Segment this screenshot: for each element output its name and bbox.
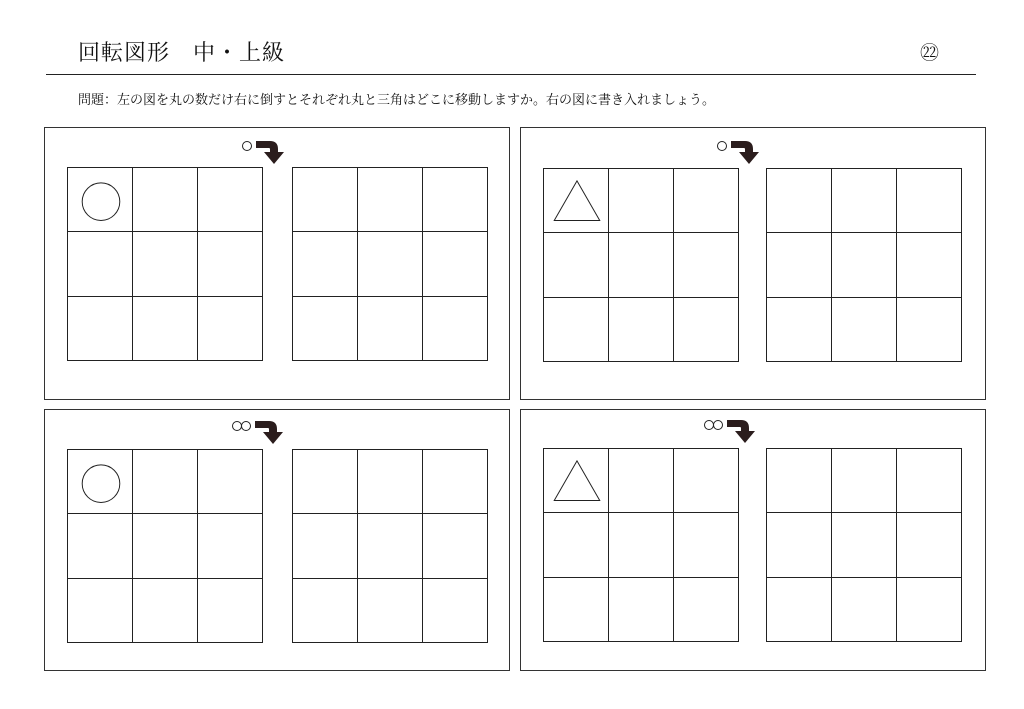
grid-cell[interactable] <box>293 579 358 643</box>
grid-cell[interactable] <box>293 297 358 361</box>
grid-cell[interactable] <box>767 513 832 577</box>
grid-cell[interactable] <box>358 450 423 514</box>
grid-cell <box>609 298 674 362</box>
grid-cell <box>609 169 674 233</box>
grid-cell[interactable] <box>423 579 488 643</box>
problem-panel-4 <box>520 409 986 671</box>
rotation-count-circle-icon <box>233 422 242 431</box>
grid-cell[interactable] <box>897 169 962 233</box>
grid-cell[interactable] <box>897 233 962 297</box>
grid-cell <box>544 513 609 577</box>
grid-cell[interactable] <box>832 578 897 642</box>
rotation-indicator-4 <box>703 417 765 445</box>
rotation-count-circle-icon <box>242 422 251 431</box>
problem-panel-2 <box>520 127 986 400</box>
grid-cell[interactable] <box>293 232 358 296</box>
rotation-indicator-2 <box>716 138 769 166</box>
grid-cell <box>674 169 739 233</box>
grid-cell[interactable] <box>897 513 962 577</box>
grid-cell[interactable] <box>767 233 832 297</box>
rotation-count-circle-icon <box>714 421 723 430</box>
rotation-indicator-svg <box>241 138 294 166</box>
rotate-right-arrow-icon <box>256 141 284 164</box>
grid-cell <box>133 579 198 643</box>
grid-cell[interactable] <box>423 297 488 361</box>
rotation-indicator-svg <box>231 418 293 446</box>
grid-cell[interactable] <box>423 450 488 514</box>
grid-cell <box>609 233 674 297</box>
header-rule <box>46 74 976 75</box>
grid-cell <box>133 514 198 578</box>
grid-cell[interactable] <box>897 578 962 642</box>
problem-panel-1 <box>44 127 510 400</box>
grid-cell[interactable] <box>293 514 358 578</box>
grid-cell[interactable] <box>832 298 897 362</box>
grid-cell <box>674 298 739 362</box>
grid-cell[interactable] <box>423 232 488 296</box>
circle-icon <box>68 168 132 231</box>
grid-cell[interactable] <box>358 579 423 643</box>
grid-cell[interactable] <box>767 578 832 642</box>
grid-cell <box>133 450 198 514</box>
grid-cell <box>544 449 609 513</box>
triangle-icon <box>544 169 608 232</box>
grid-cell <box>68 232 133 296</box>
answer-grid-4[interactable] <box>766 448 962 642</box>
grid-cell <box>544 578 609 642</box>
grid-cell <box>198 450 263 514</box>
grid-cell[interactable] <box>358 232 423 296</box>
triangle-icon <box>544 449 608 512</box>
rotate-right-arrow-icon <box>731 141 759 164</box>
grid-cell <box>133 232 198 296</box>
grid-cell <box>68 168 133 232</box>
rotate-right-arrow-icon <box>727 420 755 443</box>
grid-cell <box>198 232 263 296</box>
grid-cell <box>609 513 674 577</box>
grid-cell <box>674 449 739 513</box>
grid-cell[interactable] <box>767 449 832 513</box>
page-number: ㉒ <box>920 42 940 64</box>
grid-cell[interactable] <box>832 449 897 513</box>
answer-grid-1[interactable] <box>292 167 488 361</box>
answer-grid-3[interactable] <box>292 449 488 643</box>
grid-cell[interactable] <box>767 169 832 233</box>
source-grid-4 <box>543 448 739 642</box>
grid-cell[interactable] <box>358 297 423 361</box>
grid-cell <box>674 578 739 642</box>
rotation-count-circle-icon <box>718 142 727 151</box>
grid-cell[interactable] <box>293 450 358 514</box>
grid-cell[interactable] <box>832 169 897 233</box>
grid-cell <box>674 233 739 297</box>
page-title: 回転図形 中・上級 <box>78 41 286 66</box>
grid-cell[interactable] <box>358 514 423 578</box>
grid-cell <box>544 298 609 362</box>
grid-cell <box>198 514 263 578</box>
grid-cell <box>68 450 133 514</box>
source-grid-1 <box>67 167 263 361</box>
rotation-count-circle-icon <box>243 142 252 151</box>
answer-grid-2[interactable] <box>766 168 962 362</box>
grid-cell <box>674 513 739 577</box>
grid-cell <box>68 579 133 643</box>
grid-cell <box>198 297 263 361</box>
grid-cell[interactable] <box>897 298 962 362</box>
rotation-count-circle-icon <box>705 421 714 430</box>
rotation-indicator-svg <box>703 417 765 445</box>
grid-cell[interactable] <box>767 298 832 362</box>
grid-cell <box>133 297 198 361</box>
problem-panel-3 <box>44 409 510 671</box>
grid-cell <box>198 168 263 232</box>
source-grid-3 <box>67 449 263 643</box>
rotation-indicator-svg <box>716 138 769 166</box>
grid-cell <box>609 578 674 642</box>
grid-cell[interactable] <box>832 233 897 297</box>
rotation-indicator-1 <box>241 138 294 166</box>
instruction-text: 問題：左の図を丸の数だけ右に倒すとそれぞれ丸と三角はどこに移動しますか。右の図に書き入れましょう。 <box>78 93 716 108</box>
grid-cell <box>198 579 263 643</box>
grid-cell <box>609 449 674 513</box>
source-grid-2 <box>543 168 739 362</box>
grid-cell <box>133 168 198 232</box>
grid-cell[interactable] <box>358 168 423 232</box>
circle-icon <box>68 450 132 513</box>
grid-cell <box>544 233 609 297</box>
rotation-indicator-3 <box>231 418 293 446</box>
grid-cell[interactable] <box>897 449 962 513</box>
grid-cell <box>544 169 609 233</box>
grid-cell[interactable] <box>423 168 488 232</box>
grid-cell[interactable] <box>423 514 488 578</box>
grid-cell <box>68 514 133 578</box>
grid-cell[interactable] <box>293 168 358 232</box>
grid-cell[interactable] <box>832 513 897 577</box>
rotate-right-arrow-icon <box>255 421 283 444</box>
grid-cell <box>68 297 133 361</box>
